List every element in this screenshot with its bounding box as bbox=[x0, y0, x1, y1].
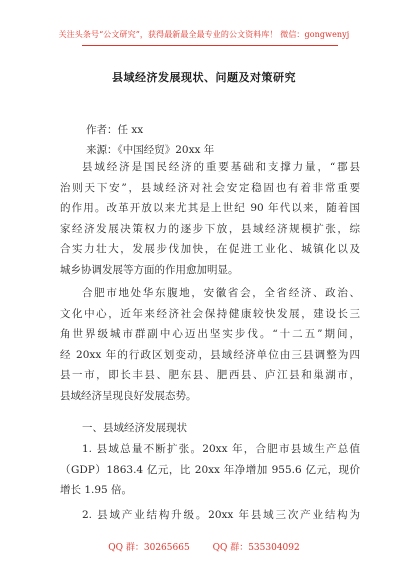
section-heading: 一、县域经济发展现状 bbox=[82, 422, 187, 434]
promo-banner: 关注头条号“公文研究”，获得最新最全最专业的公文资料库！ 微信：gongwenyj bbox=[58, 30, 350, 39]
text-line: 增长 1.95 倍。 bbox=[60, 484, 133, 496]
text-line: 县一市，即长丰县、肥东县、肥西县、庐江县和巢湖市， bbox=[60, 369, 360, 381]
text-line: 2. 县域产业结构升级。20xx 年县域三次产业结构为 bbox=[82, 509, 360, 521]
header-divider bbox=[82, 45, 338, 46]
paragraph-3 bbox=[60, 439, 360, 501]
paragraph-4 bbox=[60, 505, 360, 526]
qq-group-1: QQ 群：30265665 bbox=[108, 543, 190, 553]
text-line: 合实力壮大，发展步伐加快，在促进工业化、城镇化以及 bbox=[60, 243, 360, 255]
text-line: 角世界级城市群副中心迈出坚实步伐。“十二五”期间， bbox=[60, 328, 360, 340]
footer-contact bbox=[0, 540, 408, 553]
author-line: 作者：任 xx bbox=[86, 124, 144, 136]
text-line: 经 20xx 年的行政区划变动，县域经济单位由三县调整为四 bbox=[60, 348, 360, 361]
text-line: 合肥市地处华东腹地，安徽省会，全省经济、政治、 bbox=[82, 287, 360, 299]
paragraph-2 bbox=[60, 283, 360, 406]
source-line: 来源：《中国经贸》20xx 年 bbox=[86, 144, 215, 156]
qq-group-2: QQ 群：535304092 bbox=[212, 543, 300, 553]
text-line: 1. 县域总量不断扩张。20xx 年，合肥市县域生产总值 bbox=[82, 443, 360, 455]
text-line: 治则天下安”，县域经济对社会安定稳固也有着非常重要 bbox=[60, 181, 360, 194]
paragraph-1 bbox=[60, 157, 360, 280]
text-line: 县域经济呈现良好发展态势。 bbox=[60, 389, 197, 402]
document-title: 县域经济发展现状、问题及对策研究 bbox=[112, 71, 296, 84]
text-line: 城乡协调发展等方面的作用愈加明显。 bbox=[60, 263, 239, 276]
text-line: 的作用。改革开放以来尤其是上世纪 90 年代以来，随着国 bbox=[60, 202, 360, 214]
text-line: 家经济发展决策权力的逐步下放，县域经济规模扩张，综 bbox=[60, 222, 360, 235]
text-line: 文化中心，近年来经济社会保持健康较快发展，建设长三 bbox=[60, 307, 360, 320]
text-line: （GDP）1863.4 亿元，比 20xx 年净增加 955.6 亿元，现价 bbox=[60, 463, 360, 476]
text-line: 县域经济是国民经济的重要基础和支撑力量，“郡县 bbox=[82, 161, 360, 173]
